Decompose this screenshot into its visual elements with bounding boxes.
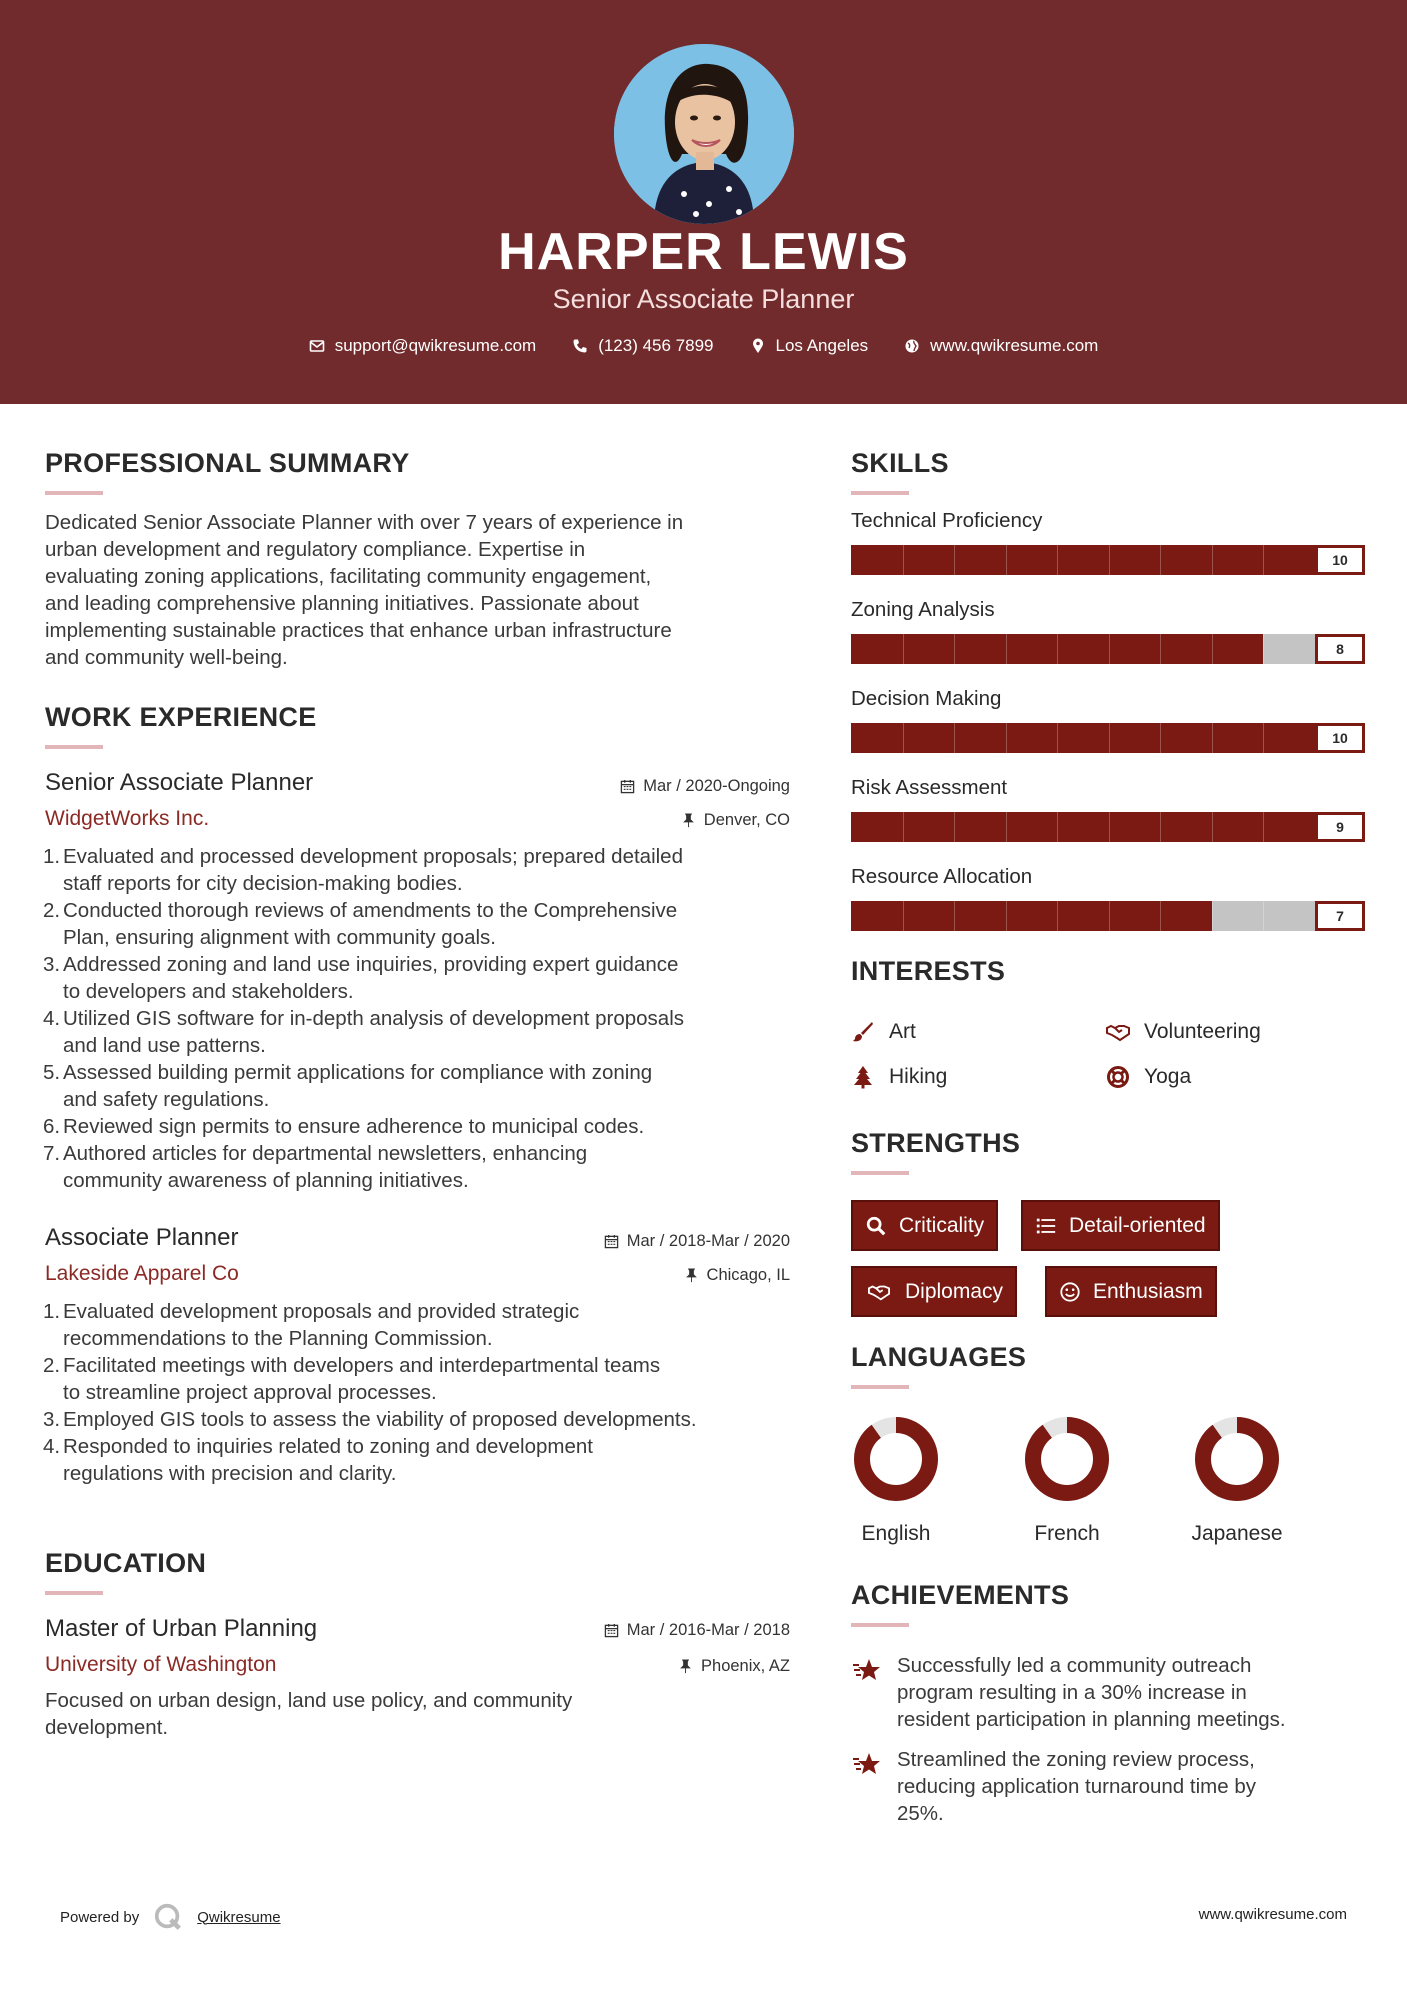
languages-section <box>851 1342 1366 1562</box>
language-donut <box>1192 1414 1282 1504</box>
language-label: English <box>861 1522 931 1545</box>
skill-item <box>851 776 1366 842</box>
dates-text: Mar / 2016-Mar / 2018 <box>626 1621 790 1639</box>
footer-website[interactable]: www.qwikresume.com <box>1198 1906 1347 1923</box>
language-item <box>1167 1414 1307 1546</box>
strength-badge <box>851 1200 998 1251</box>
job-dates <box>604 1232 790 1251</box>
profile-photo <box>614 44 794 224</box>
qwikresume-logo-icon <box>153 1902 183 1932</box>
website-text[interactable]: www.qwikresume.com <box>930 336 1099 355</box>
duties-list <box>45 843 790 1194</box>
education-section <box>45 1548 790 1741</box>
skill-bar-divider <box>1057 812 1058 842</box>
skill-bar-divider <box>1263 723 1264 753</box>
skill-bar-divider <box>1263 634 1264 664</box>
tree-icon <box>851 1065 875 1089</box>
skill-bar-divider <box>1109 634 1110 664</box>
skill-bar-divider <box>903 634 904 664</box>
handshake-icon <box>1106 1020 1130 1044</box>
donut-fill <box>1033 1425 1101 1493</box>
pushpin-icon <box>678 1659 693 1674</box>
achievement-item <box>851 1746 1256 1827</box>
phone-text[interactable]: (123) 456 7899 <box>598 336 714 355</box>
strength-badge <box>851 1266 1017 1317</box>
skill-bar <box>851 634 1365 664</box>
strengths-section <box>851 1128 1366 1338</box>
language-donut <box>1022 1414 1112 1504</box>
skill-bar-divider <box>903 901 904 931</box>
skill-bar-divider <box>1057 545 1058 575</box>
location-text: Denver, CO <box>703 811 790 829</box>
language-donut <box>851 1414 941 1504</box>
job-title: Senior Associate Planner <box>45 769 314 796</box>
envelope-icon <box>309 338 325 354</box>
company-name: Lakeside Apparel Co <box>45 1262 239 1285</box>
skill-bar-divider <box>1212 545 1213 575</box>
skill-bar-divider <box>903 545 904 575</box>
skills-list <box>851 509 1366 931</box>
job-location <box>684 1266 790 1285</box>
interest-label: Volunteering <box>1144 1020 1261 1043</box>
achievements-section <box>851 1580 1366 1830</box>
contact-bar <box>0 336 1407 356</box>
interest-label: Hiking <box>889 1065 948 1088</box>
contact-location <box>750 336 869 356</box>
skill-bar-divider <box>954 634 955 664</box>
resume-header <box>0 0 1407 404</box>
language-item <box>997 1414 1137 1546</box>
company-name: WidgetWorks Inc. <box>45 807 210 830</box>
language-label: Japanese <box>1191 1522 1283 1545</box>
pushpin-icon <box>681 813 696 828</box>
skill-bar-divider <box>1212 901 1213 931</box>
skill-bar-divider <box>903 812 904 842</box>
star-badge-icon <box>851 1750 883 1780</box>
brand-link[interactable]: Qwikresume <box>197 1908 281 1926</box>
interest-item <box>1106 1065 1191 1089</box>
skill-bar-divider <box>1160 723 1161 753</box>
candidate-title: Senior Associate Planner <box>552 284 855 314</box>
interest-item <box>1106 1020 1261 1044</box>
smile-icon <box>1059 1281 1081 1303</box>
list-item: 3. Addressed zoning and land use inquiries, providing expert guidance to developers and stakeholders. <box>43 953 679 1003</box>
location-text: Phoenix, AZ <box>701 1657 790 1675</box>
interest-label: Art <box>889 1020 916 1043</box>
heading-underline <box>851 1623 909 1627</box>
job-title: Associate Planner <box>45 1224 239 1251</box>
skill-name: Risk Assessment <box>851 776 1008 799</box>
skill-score: 10 <box>1315 545 1365 575</box>
lifering-icon <box>1106 1065 1130 1089</box>
skill-name: Technical Proficiency <box>851 509 1043 532</box>
list-item: 6. Reviewed sign permits to ensure adherence to municipal codes. <box>43 1115 645 1138</box>
skill-bar-divider <box>1109 545 1110 575</box>
strength-label: Enthusiasm <box>1093 1279 1203 1303</box>
skill-bar-divider <box>1109 812 1110 842</box>
skill-name: Resource Allocation <box>851 865 1033 888</box>
skill-bar-divider <box>1160 545 1161 575</box>
interest-label: Yoga <box>1144 1065 1192 1088</box>
skill-bar-divider <box>1109 901 1110 931</box>
calendar-icon <box>620 779 635 794</box>
summary-line: implementing sustainable practices that enhance urban infrastructure <box>45 619 672 642</box>
job-entry <box>45 769 790 1194</box>
duties-list <box>45 1298 790 1487</box>
skill-bar-divider <box>1263 812 1264 842</box>
dates-text: Mar / 2018-Mar / 2020 <box>626 1232 790 1250</box>
section-heading-achievements: ACHIEVEMENTS <box>851 1580 1070 1610</box>
heading-underline <box>851 491 909 495</box>
location-text: Los Angeles <box>775 336 869 355</box>
star-badge-icon <box>851 1656 883 1686</box>
location-text: Chicago, IL <box>706 1266 790 1284</box>
section-heading-strengths: STRENGTHS <box>851 1128 1021 1158</box>
skill-item <box>851 598 1366 664</box>
skill-bar-divider <box>903 723 904 753</box>
interest-item <box>851 1065 947 1089</box>
list-item: 2. Conducted thorough reviews of amendments to the Comprehensive Plan, ensuring alignment with community goals. <box>43 899 678 949</box>
donut-fill <box>862 1425 930 1493</box>
skill-item <box>851 865 1366 931</box>
skill-bar-divider <box>954 545 955 575</box>
list-item: 3. Employed GIS tools to assess the viability of proposed developments. <box>43 1408 697 1431</box>
heading-underline <box>45 491 103 495</box>
skills-section <box>851 448 1366 931</box>
experience-section <box>45 702 790 1487</box>
list-item: 5. Assessed building permit applications for compliance with zoning and safety regulations. <box>43 1061 653 1111</box>
skill-score: 10 <box>1315 723 1365 753</box>
skill-bar-divider <box>1212 812 1213 842</box>
section-heading-summary: PROFESSIONAL SUMMARY <box>45 448 410 478</box>
pushpin-icon <box>684 1268 699 1283</box>
skill-bar-divider <box>1006 545 1007 575</box>
skill-bar-divider <box>1160 634 1161 664</box>
achievement-item <box>851 1652 1286 1733</box>
list-item: 1. Evaluated development proposals and provided strategic recommendations to the Planning Commission. <box>43 1300 580 1350</box>
achievement-text: Successfully led a community outreach program resulting in a 30% increase in resident participation in planning meetings. <box>897 1654 1286 1731</box>
donut-fill <box>1203 1425 1271 1493</box>
phone-icon <box>572 338 588 354</box>
list-item: 4. Responded to inquiries related to zoning and development regulations with precision and clarity. <box>43 1435 593 1485</box>
skill-bar-divider <box>1109 723 1110 753</box>
heading-underline <box>851 1385 909 1389</box>
skill-bar-divider <box>1160 812 1161 842</box>
job-entry <box>45 1224 790 1487</box>
section-heading-interests: INTERESTS <box>851 956 1006 986</box>
strength-badge <box>1045 1266 1217 1317</box>
job-location <box>681 811 790 830</box>
summary-line: Dedicated Senior Associate Planner with over 7 years of experience in <box>45 511 684 534</box>
language-label: French <box>1034 1522 1100 1545</box>
contact-email[interactable] <box>309 336 537 356</box>
section-heading-education: EDUCATION <box>45 1548 207 1578</box>
section-heading-skills: SKILLS <box>851 448 949 478</box>
skill-bar <box>851 723 1365 753</box>
skill-bar-divider <box>1212 634 1213 664</box>
skill-bar-divider <box>1006 812 1007 842</box>
skill-bar-divider <box>1057 634 1058 664</box>
section-heading-languages: LANGUAGES <box>851 1342 1027 1372</box>
achievement-text: Streamlined the zoning review process, reducing application turnaround time by 25%. <box>897 1748 1256 1825</box>
education-location <box>678 1657 790 1676</box>
paintbrush-icon <box>851 1020 875 1044</box>
school-name: University of Washington <box>45 1653 277 1676</box>
interests-section <box>851 956 1366 1086</box>
avatar-illustration <box>614 44 794 224</box>
heading-underline <box>851 1171 909 1175</box>
skill-bar-divider <box>1057 901 1058 931</box>
skill-bar <box>851 545 1365 575</box>
summary-line: urban development and regulatory compliance. Expertise in <box>45 538 586 561</box>
email-text[interactable]: support@qwikresume.com <box>334 336 537 355</box>
skill-bar-divider <box>954 812 955 842</box>
summary-line: evaluating zoning applications, facilitating community engagement, <box>45 565 652 588</box>
map-pin-icon <box>750 338 766 354</box>
calendar-icon <box>604 1234 619 1249</box>
skill-bar <box>851 901 1365 931</box>
strength-badge <box>1021 1200 1220 1251</box>
skill-score: 8 <box>1315 634 1365 664</box>
degree-title: Master of Urban Planning <box>45 1615 318 1642</box>
education-description: Focused on urban design, land use policy, and community development. <box>45 1689 573 1739</box>
search-icon <box>865 1215 887 1237</box>
skill-bar-divider <box>1006 901 1007 931</box>
skill-bar-fill <box>851 901 1212 931</box>
skill-bar-divider <box>1006 634 1007 664</box>
powered-by-text: Powered by <box>60 1908 140 1926</box>
skill-bar-divider <box>1057 723 1058 753</box>
globe-icon <box>904 338 920 354</box>
section-heading-experience: WORK EXPERIENCE <box>45 702 317 732</box>
contact-website[interactable] <box>904 336 1098 356</box>
summary-line: and leading comprehensive planning initiatives. Passionate about <box>45 592 639 615</box>
calendar-icon <box>604 1623 619 1638</box>
candidate-name: HARPER LEWIS <box>498 223 909 281</box>
summary-section <box>45 448 790 671</box>
strength-label: Criticality <box>899 1213 985 1237</box>
list-item: 1. Evaluated and processed development proposals; prepared detailed staff reports for city decision-making bodies. <box>43 845 683 895</box>
skill-bar-divider <box>954 723 955 753</box>
skill-bar-divider <box>1263 545 1264 575</box>
skill-name: Decision Making <box>851 687 1002 710</box>
skill-score: 9 <box>1315 812 1365 842</box>
job-dates <box>620 777 790 796</box>
contact-phone[interactable] <box>572 336 713 356</box>
summary-line: and community well-being. <box>45 646 288 669</box>
skill-score: 7 <box>1315 901 1365 931</box>
skill-bar-fill <box>851 812 1315 842</box>
list-item: 2. Facilitated meetings with developers and interdepartmental teams to streamline project approval processes. <box>43 1354 661 1404</box>
strength-label: Detail-oriented <box>1069 1213 1206 1237</box>
skill-bar-divider <box>1263 901 1264 931</box>
skill-item <box>851 687 1366 753</box>
language-item <box>826 1414 966 1546</box>
skill-bar-divider <box>954 901 955 931</box>
list-item: 4. Utilized GIS software for in-depth analysis of development proposals and land use patterns. <box>43 1007 685 1057</box>
strength-label: Diplomacy <box>905 1279 1004 1303</box>
handshake-icon <box>865 1281 893 1303</box>
list-item: 7. Authored articles for departmental newsletters, enhancing community awareness of planning initiatives. <box>43 1142 588 1192</box>
summary-text <box>45 509 790 671</box>
skill-bar-divider <box>1006 723 1007 753</box>
skill-bar-divider <box>1160 901 1161 931</box>
education-dates <box>604 1621 790 1640</box>
dates-text: Mar / 2020-Ongoing <box>643 777 790 795</box>
list-icon <box>1035 1215 1057 1237</box>
heading-underline <box>45 1591 103 1595</box>
heading-underline <box>45 745 103 749</box>
skill-bar-divider <box>1212 723 1213 753</box>
footer-powered-by <box>60 1902 281 1932</box>
skill-item <box>851 509 1366 575</box>
skill-name: Zoning Analysis <box>851 598 995 621</box>
skill-bar <box>851 812 1365 842</box>
interest-item <box>851 1020 916 1044</box>
